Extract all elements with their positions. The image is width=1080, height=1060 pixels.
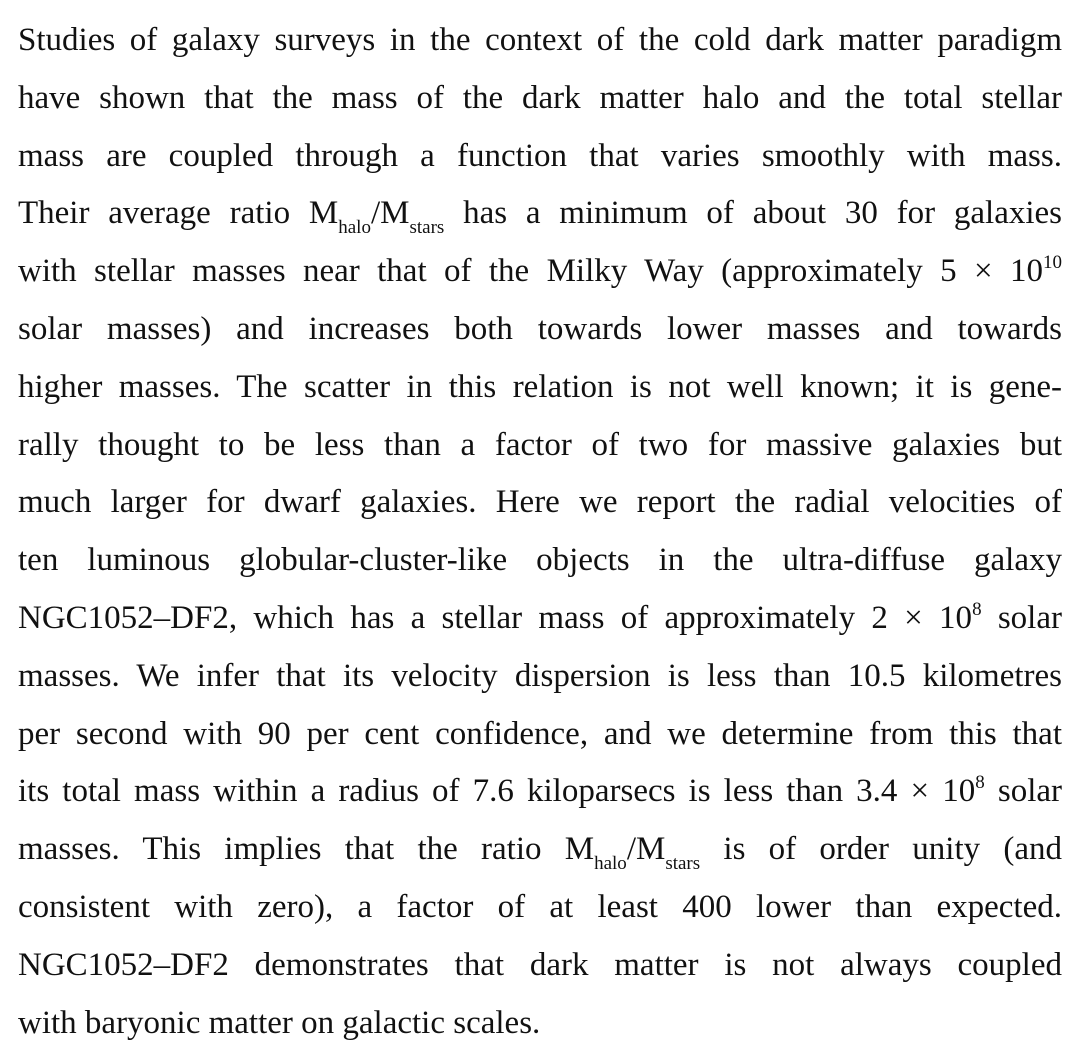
text-line	[18, 821, 1062, 879]
text-line	[18, 359, 1062, 417]
text-line	[18, 417, 1062, 475]
text-span: solar	[984, 773, 1062, 810]
text-span: higher masses. The scatter in this relation is not well known; it is gene-	[18, 368, 1062, 405]
text-line	[18, 706, 1062, 764]
text-span: solar	[981, 599, 1062, 636]
abstract-paragraph	[18, 12, 1062, 1052]
superscript-exponent: 8	[975, 772, 985, 794]
text-span: rally thought to be less than a factor of two for massive galaxies but	[18, 426, 1062, 463]
text-span: with baryonic matter on galactic scales.	[18, 1004, 541, 1041]
text-span: /M	[370, 195, 410, 232]
text-line	[18, 532, 1062, 590]
text-span: have shown that the mass of the dark matter halo and the total stellar	[18, 79, 1062, 116]
text-line	[18, 474, 1062, 532]
text-span: solar masses) and increases both towards lower masses and towards	[18, 310, 1062, 347]
text-span: masses. This implies that the ratio M	[18, 831, 595, 868]
subscript-stars: stars	[665, 853, 701, 875]
text-line	[18, 995, 1062, 1053]
text-line	[18, 763, 1062, 821]
text-line	[18, 12, 1062, 70]
text-span: much larger for dwarf galaxies. Here we report the radial velocities of	[18, 484, 1062, 521]
text-span: Their average ratio M	[18, 195, 339, 232]
text-span: Studies of galaxy surveys in the context of the cold dark matter paradigm	[18, 22, 1062, 58]
text-line	[18, 70, 1062, 128]
text-span: /M	[626, 831, 666, 868]
subscript-halo: halo	[338, 217, 371, 239]
text-span: per second with 90 per cent confidence, and we determine from this that	[18, 715, 1062, 752]
text-line	[18, 879, 1062, 937]
text-line	[18, 243, 1062, 301]
text-span: mass are coupled through a function that varies smoothly with mass.	[18, 137, 1062, 174]
text-span: with stellar masses near that of the Milky Way (approximately 5 × 10	[18, 253, 1043, 290]
text-span: is of order unity (and	[700, 831, 1062, 868]
text-span: has a minimum of about 30 for galaxies	[444, 195, 1062, 232]
text-span: ten luminous globular-cluster-like objects in the ultra-diffuse galaxy	[18, 542, 1062, 579]
text-line	[18, 648, 1062, 706]
text-span: NGC1052–DF2 demonstrates that dark matter is not always coupled	[18, 946, 1062, 983]
superscript-exponent: 10	[1043, 252, 1062, 274]
text-span: masses. We infer that its velocity dispersion is less than 10.5 kilometres	[18, 657, 1062, 694]
text-span: its total mass within a radius of 7.6 kiloparsecs is less than 3.4 × 10	[18, 773, 976, 810]
text-line	[18, 128, 1062, 186]
subscript-stars: stars	[409, 217, 445, 239]
text-line	[18, 185, 1062, 243]
text-span: NGC1052–DF2, which has a stellar mass of approximately 2 × 10	[18, 599, 973, 636]
text-span: consistent with zero), a factor of at least 400 lower than expected.	[18, 888, 1062, 925]
text-line	[18, 937, 1062, 995]
text-line	[18, 301, 1062, 359]
text-line	[18, 590, 1062, 648]
subscript-halo: halo	[594, 853, 627, 875]
superscript-exponent: 8	[972, 598, 982, 620]
